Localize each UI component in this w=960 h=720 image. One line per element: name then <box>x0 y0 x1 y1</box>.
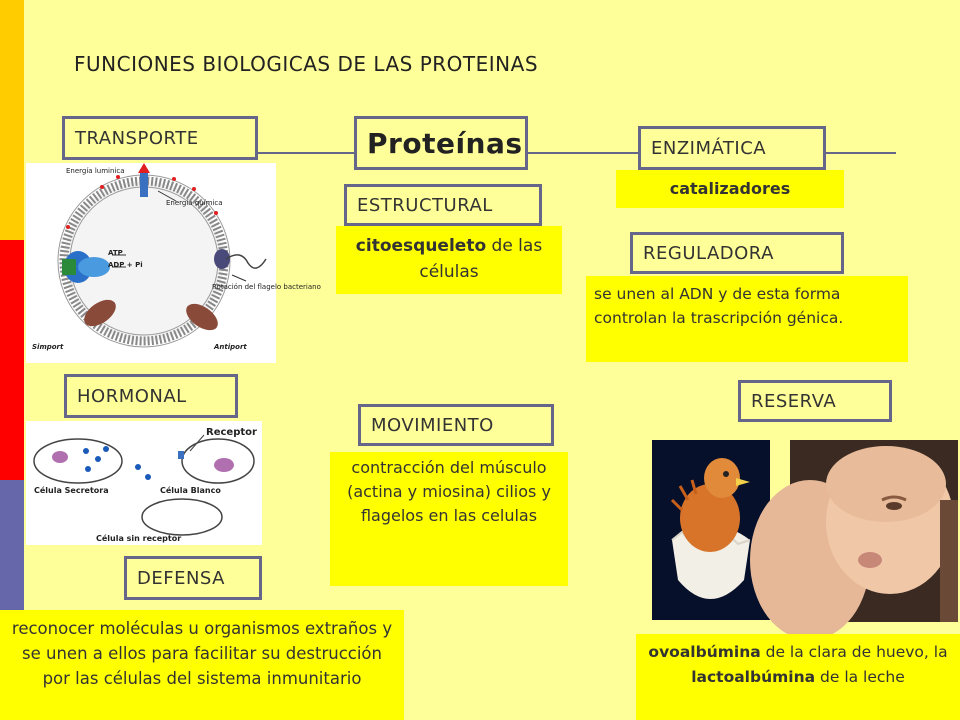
movimiento-label: MOVIMIENTO <box>371 414 494 436</box>
breastfeeding-baby-image <box>790 440 958 622</box>
enzimatica-label: ENZIMÁTICA <box>651 137 767 159</box>
reserva-bold-lacto: lactoalbúmina <box>691 668 816 686</box>
label-celula-secretora: Célula Secretora <box>34 486 109 495</box>
transporte-label: TRANSPORTE <box>75 127 199 149</box>
label-adp: ADP + Pi <box>108 261 143 269</box>
reserva-box <box>738 380 892 422</box>
reserva-mid-text: de la clara de huevo, la <box>760 643 948 661</box>
defensa-text: reconocer moléculas u organismos extraños y se unen a ellos para facilitar su destrucción por las células del sistema inmunitario <box>11 619 393 688</box>
reserva-label: RESERVA <box>751 390 837 412</box>
hormonal-box <box>64 374 238 418</box>
movimiento-description <box>330 452 568 586</box>
center-label: Proteínas <box>367 126 523 160</box>
defensa-box <box>124 556 262 600</box>
reguladora-text: se unen al ADN y de esta forma controlan la trascripción génica. <box>594 285 844 327</box>
label-rotacion: Rotación del flagelo bacteriano <box>212 283 321 291</box>
hormonal-label: HORMONAL <box>77 385 187 407</box>
enzimatica-box <box>638 126 826 170</box>
membrane-transport-image <box>26 163 321 363</box>
defensa-label: DEFENSA <box>137 567 225 589</box>
transporte-box <box>62 116 258 160</box>
reguladora-label: REGULADORA <box>643 242 774 264</box>
chick-in-egg-image <box>652 440 770 620</box>
reguladora-description <box>586 276 908 362</box>
estructural-rest-text: de las células <box>419 236 543 282</box>
estructural-description <box>336 226 562 294</box>
stripe-red <box>0 240 24 480</box>
movimiento-box <box>358 404 554 446</box>
defensa-description <box>0 610 404 720</box>
stripe-orange <box>0 0 24 240</box>
label-atp: ATP <box>108 249 123 257</box>
hormone-signaling-image <box>26 421 262 545</box>
estructural-bold-text: citoesqueleto <box>355 236 487 256</box>
reserva-end-text: de la leche <box>815 668 905 686</box>
reserva-description <box>636 634 960 720</box>
label-receptor: Receptor <box>206 427 257 438</box>
label-energia-luminica: Energía luminica <box>66 167 125 175</box>
estructural-box <box>344 184 542 226</box>
label-simport: Simport <box>32 343 64 351</box>
label-celula-blanco: Célula Blanco <box>160 486 221 495</box>
slide-title: FUNCIONES BIOLOGICAS DE LAS PROTEINAS <box>74 52 539 76</box>
label-antiport: Antiport <box>214 343 247 351</box>
movimiento-text: contracción del músculo (actina y miosina) cilios y flagelos en las celulas <box>347 458 551 525</box>
enzimatica-description <box>616 170 844 208</box>
label-energia-quimica: Energía química <box>166 199 223 207</box>
reserva-bold-ovo: ovoalbúmina <box>648 643 761 661</box>
label-celula-sin-receptor: Célula sin receptor <box>96 534 182 543</box>
center-proteinas-box <box>354 116 528 170</box>
enzimatica-text: catalizadores <box>669 179 791 198</box>
reguladora-box <box>630 232 844 274</box>
estructural-label: ESTRUCTURAL <box>357 194 493 216</box>
